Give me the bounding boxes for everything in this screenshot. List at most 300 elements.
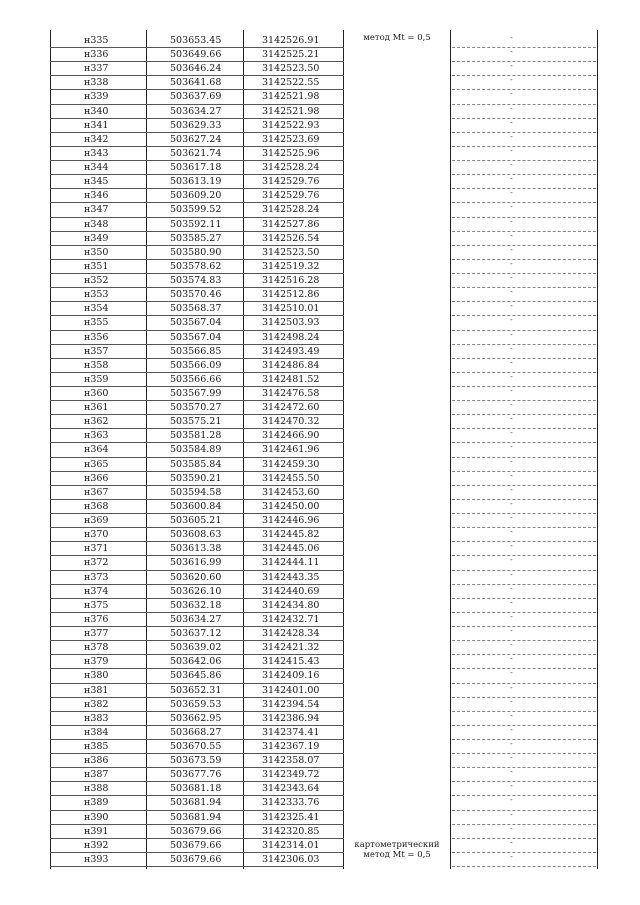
coord-x: 503608.63	[170, 529, 222, 541]
coord-y: 3142386.94	[262, 712, 320, 724]
row-divider-dashed	[452, 372, 596, 373]
accuracy-dash: -	[510, 145, 513, 155]
coord-y: 3142434.80	[262, 599, 320, 611]
row-divider-dashed	[452, 795, 596, 796]
point-id: н360	[84, 388, 109, 399]
coord-x: 503575.21	[170, 416, 222, 428]
coord-y: 3142525.96	[262, 147, 320, 159]
accuracy-dash: -	[510, 555, 513, 565]
accuracy-dash: -	[510, 710, 513, 720]
coord-y: 3142522.93	[262, 119, 320, 131]
coord-x: 503609.20	[170, 190, 222, 202]
accuracy-dash: -	[510, 654, 513, 664]
coord-x: 503594.58	[170, 486, 222, 498]
coord-y: 3142525.21	[262, 49, 320, 61]
coord-x: 503668.27	[170, 726, 222, 738]
coord-y: 3142459.30	[262, 458, 320, 470]
method-note-top: метод Mt = 0,5	[363, 33, 431, 43]
accuracy-dash: -	[510, 696, 513, 706]
point-id: н336	[84, 49, 109, 61]
point-id: н349	[84, 232, 109, 244]
row-divider-dashed	[452, 442, 596, 443]
coord-y: 3142516.28	[262, 275, 320, 287]
accuracy-dash: -	[510, 513, 513, 523]
coord-y: 3142325.41	[262, 811, 320, 823]
coord-x: 503679.66	[170, 839, 222, 851]
point-id: н374	[84, 585, 109, 597]
row-divider-dashed	[452, 499, 596, 500]
row-divider-dashed	[452, 400, 596, 401]
accuracy-dash: -	[510, 767, 513, 777]
row-divider-dashed	[452, 146, 596, 147]
accuracy-dash: -	[510, 795, 513, 805]
coord-x: 503634.27	[170, 105, 222, 117]
coord-y: 3142503.93	[262, 317, 320, 329]
coord-y: 3142314.01	[262, 839, 320, 851]
coord-y: 3142512.86	[262, 289, 320, 301]
coord-x: 503627.24	[170, 133, 222, 145]
coord-y: 3142349.72	[262, 769, 320, 781]
row-divider-dashed	[452, 414, 596, 415]
row-divider-dashed	[452, 160, 596, 161]
point-id: н378	[84, 642, 109, 654]
point-id: н363	[84, 430, 109, 442]
point-id: н354	[84, 303, 109, 315]
coord-x: 503616.99	[170, 557, 222, 569]
point-id: н385	[84, 741, 109, 752]
row-divider-dashed	[452, 838, 596, 839]
accuracy-dash: -	[510, 739, 513, 748]
coord-x: 503580.90	[170, 246, 222, 258]
accuracy-dash: -	[510, 456, 513, 466]
point-id: н337	[84, 63, 109, 75]
coord-y: 3142466.90	[262, 430, 320, 442]
point-id: н359	[84, 373, 109, 385]
coord-x: 503626.10	[170, 585, 222, 597]
coord-x: 503670.55	[170, 741, 222, 752]
accuracy-dash: -	[510, 781, 513, 791]
accuracy-dash: -	[510, 414, 513, 424]
column-divider	[597, 30, 598, 869]
coord-x: 503570.46	[170, 289, 222, 301]
coord-x: 503621.74	[170, 147, 222, 159]
coord-x: 503637.69	[170, 91, 222, 103]
row-divider-dashed	[452, 358, 596, 359]
coord-y: 3142450.00	[262, 500, 320, 512]
point-id: н373	[84, 571, 109, 583]
point-id: н347	[84, 204, 109, 216]
coord-y: 3142521.98	[262, 91, 320, 103]
point-id: н364	[84, 444, 109, 456]
coord-y: 3142445.06	[262, 543, 320, 555]
point-id: н370	[84, 529, 109, 541]
coord-x: 503567.04	[170, 317, 222, 329]
point-id: н380	[84, 670, 109, 682]
point-id: н358	[84, 359, 109, 371]
point-id: н357	[84, 345, 109, 357]
row-divider-dashed	[452, 132, 596, 133]
point-id: н381	[84, 684, 109, 696]
coord-y: 3142444.11	[262, 557, 320, 569]
coord-x: 503566.85	[170, 345, 222, 357]
coord-x: 503641.68	[170, 77, 222, 89]
point-id: н372	[84, 557, 109, 569]
point-id: н365	[84, 458, 109, 470]
accuracy-dash: -	[510, 837, 513, 847]
coord-y: 3142523.50	[262, 246, 320, 258]
accuracy-dash: -	[510, 258, 513, 268]
accuracy-dash: -	[510, 61, 513, 71]
row-divider-dashed	[452, 118, 596, 119]
point-id: н353	[84, 289, 109, 301]
coord-x: 503653.45	[170, 35, 222, 46]
coord-y: 3142394.54	[262, 698, 320, 710]
coord-x: 503634.27	[170, 613, 222, 625]
coord-y: 3142358.07	[262, 755, 320, 767]
accuracy-dash: -	[510, 230, 513, 240]
row-divider-dashed	[452, 61, 596, 62]
point-id: н369	[84, 515, 109, 527]
row-divider-dashed	[452, 287, 596, 288]
coord-y: 3142493.49	[262, 345, 320, 357]
accuracy-dash: -	[510, 724, 513, 734]
point-id: н344	[84, 162, 109, 174]
point-id: н348	[84, 218, 109, 230]
coord-x: 503592.11	[170, 218, 222, 230]
coord-x: 503681.94	[170, 797, 222, 809]
column-divider	[343, 30, 344, 869]
row-divider-dashed	[452, 852, 596, 853]
point-id: н339	[84, 91, 109, 103]
row-divider-dashed	[452, 711, 596, 712]
coord-x: 503659.53	[170, 698, 222, 710]
row-divider-dashed	[452, 810, 596, 811]
coord-y: 3142498.24	[262, 331, 320, 343]
coord-y: 3142446.96	[262, 515, 320, 527]
point-id: н366	[84, 472, 109, 484]
coord-x: 503578.62	[170, 260, 222, 272]
coord-y: 3142481.52	[262, 373, 320, 385]
accuracy-dash: -	[510, 89, 513, 99]
row-divider-dashed	[452, 75, 596, 76]
coord-x: 503620.60	[170, 571, 222, 583]
coord-y: 3142432.71	[262, 613, 320, 625]
row-divider-dashed	[452, 767, 596, 768]
accuracy-dash: -	[510, 668, 513, 678]
accuracy-dash: -	[510, 117, 513, 127]
accuracy-dash: -	[510, 640, 513, 650]
point-id: н376	[84, 613, 109, 625]
coord-y: 3142529.76	[262, 176, 320, 188]
row-divider-dashed	[452, 386, 596, 387]
coord-x: 503652.31	[170, 684, 222, 696]
row-divider-dashed	[452, 217, 596, 218]
row-divider-dashed	[452, 315, 596, 316]
point-id: н345	[84, 176, 109, 188]
coord-x: 503642.06	[170, 656, 222, 668]
row-divider-dashed	[452, 104, 596, 105]
coord-x: 503681.18	[170, 783, 222, 795]
method-note-bottom-line1: картометрический	[354, 840, 440, 850]
point-id: н388	[84, 783, 109, 795]
coord-y: 3142440.69	[262, 585, 320, 597]
row-divider-dashed	[452, 612, 596, 613]
coord-x: 503566.09	[170, 359, 222, 371]
coord-y: 3142367.19	[262, 741, 320, 752]
coord-y: 3142470.32	[262, 416, 320, 428]
coord-y: 3142486.84	[262, 359, 320, 371]
accuracy-dash: -	[510, 541, 513, 551]
accuracy-dash: -	[510, 33, 513, 42]
row-divider-dashed	[452, 47, 596, 48]
coord-y: 3142320.85	[262, 825, 320, 837]
row-divider-dashed	[452, 555, 596, 556]
row-divider-dashed	[452, 824, 596, 825]
accuracy-dash: -	[510, 527, 513, 537]
point-id: н371	[84, 543, 109, 555]
point-id: н346	[84, 190, 109, 202]
coord-y: 3142522.55	[262, 77, 320, 89]
point-id: н362	[84, 416, 109, 428]
accuracy-dash: -	[510, 611, 513, 621]
accuracy-dash: -	[510, 329, 513, 339]
coord-y: 3142523.69	[262, 133, 320, 145]
row-divider-dashed	[452, 188, 596, 189]
row-divider-dashed	[452, 866, 596, 867]
accuracy-dash: -	[510, 498, 513, 508]
accuracy-dash: -	[510, 484, 513, 494]
coord-x: 503605.21	[170, 515, 222, 527]
accuracy-dash: -	[510, 626, 513, 636]
accuracy-dash: -	[510, 188, 513, 198]
coord-x: 503613.19	[170, 176, 222, 188]
accuracy-dash: -	[510, 371, 513, 381]
accuracy-dash: -	[510, 160, 513, 170]
row-divider-dashed	[452, 428, 596, 429]
row-divider-dashed	[452, 457, 596, 458]
point-id: н393	[84, 853, 109, 865]
coord-x: 503681.94	[170, 811, 222, 823]
accuracy-dash: -	[510, 597, 513, 607]
coord-x: 503649.66	[170, 49, 222, 61]
point-id: н335	[84, 35, 109, 46]
row-divider-dashed	[452, 753, 596, 754]
accuracy-dash: -	[510, 216, 513, 226]
point-id: н355	[84, 317, 109, 329]
coord-y: 3142521.98	[262, 105, 320, 117]
row-divider-dashed	[452, 683, 596, 684]
accuracy-dash: -	[510, 174, 513, 184]
coord-y: 3142421.32	[262, 642, 320, 654]
coord-x: 503570.27	[170, 402, 222, 414]
coord-x: 503600.84	[170, 500, 222, 512]
coord-x: 503567.04	[170, 331, 222, 343]
coord-y: 3142415.43	[262, 656, 320, 668]
row-divider-dashed	[452, 273, 596, 274]
coord-x: 503679.66	[170, 853, 222, 865]
accuracy-dash: -	[510, 809, 513, 819]
point-id: н367	[84, 486, 109, 498]
coord-y: 3142306.03	[262, 853, 320, 865]
accuracy-dash: -	[510, 131, 513, 141]
accuracy-dash: -	[510, 75, 513, 85]
accuracy-dash: -	[510, 823, 513, 833]
coord-y: 3142333.76	[262, 797, 320, 809]
row-divider-dashed	[452, 485, 596, 486]
accuracy-dash: -	[510, 428, 513, 438]
accuracy-dash: -	[510, 851, 513, 861]
row-divider-dashed	[452, 725, 596, 726]
coord-x: 503613.38	[170, 543, 222, 555]
point-id: н338	[84, 77, 109, 89]
accuracy-dash: -	[510, 583, 513, 593]
coord-x: 503646.24	[170, 63, 222, 75]
row-divider-dashed	[452, 471, 596, 472]
point-id: н350	[84, 246, 109, 258]
method-note-bottom	[345, 840, 449, 860]
accuracy-dash: -	[510, 386, 513, 395]
coord-y: 3142453.60	[262, 486, 320, 498]
coord-y: 3142374.41	[262, 726, 320, 738]
point-id: н343	[84, 147, 109, 159]
row-divider-dashed	[452, 570, 596, 571]
row-divider-dashed	[452, 245, 596, 246]
coord-y: 3142529.76	[262, 190, 320, 202]
accuracy-dash: -	[510, 301, 513, 311]
coord-x: 503574.83	[170, 275, 222, 287]
coord-x: 503673.59	[170, 755, 222, 767]
accuracy-dash: -	[510, 273, 513, 283]
row-divider-dashed	[452, 527, 596, 528]
coord-y: 3142343.64	[262, 783, 320, 795]
row-divider-dashed	[452, 739, 596, 740]
coord-x: 503632.18	[170, 599, 222, 611]
accuracy-dash: -	[510, 569, 513, 579]
point-id: н342	[84, 133, 109, 145]
accuracy-dash: -	[510, 244, 513, 254]
coord-y: 3142443.35	[262, 571, 320, 583]
point-id: н351	[84, 260, 109, 272]
coord-x: 503566.66	[170, 373, 222, 385]
coord-y: 3142526.54	[262, 232, 320, 244]
coord-y: 3142409.16	[262, 670, 320, 682]
coord-y: 3142472.60	[262, 402, 320, 414]
coord-x: 503567.99	[170, 388, 222, 399]
point-id: н356	[84, 331, 109, 343]
coord-x: 503639.02	[170, 642, 222, 654]
row-divider-dashed	[452, 344, 596, 345]
row-divider-dashed	[452, 781, 596, 782]
accuracy-dash: -	[510, 442, 513, 452]
row-divider-dashed	[452, 640, 596, 641]
row-divider-dashed	[452, 668, 596, 669]
coord-x: 503662.95	[170, 712, 222, 724]
row-divider-dashed	[452, 202, 596, 203]
accuracy-dash: -	[510, 470, 513, 480]
coord-x: 503581.28	[170, 430, 222, 442]
point-id: н341	[84, 119, 109, 131]
row-divider	[50, 866, 344, 867]
coord-x: 503629.33	[170, 119, 222, 131]
point-id: н382	[84, 698, 109, 710]
coord-x: 503590.21	[170, 472, 222, 484]
accuracy-dash: -	[510, 47, 513, 57]
point-id: н389	[84, 797, 109, 809]
point-id: н352	[84, 275, 109, 287]
coord-y: 3142526.91	[262, 35, 320, 46]
point-id: н379	[84, 656, 109, 668]
accuracy-dash: -	[510, 202, 513, 212]
row-divider-dashed	[452, 541, 596, 542]
accuracy-dash: -	[510, 682, 513, 692]
point-id: н390	[84, 811, 109, 823]
row-divider-dashed	[452, 330, 596, 331]
coord-y: 3142510.01	[262, 303, 320, 315]
row-divider-dashed	[452, 598, 596, 599]
point-id: н377	[84, 628, 109, 640]
coord-y: 3142523.50	[262, 63, 320, 75]
accuracy-dash: -	[510, 343, 513, 353]
column-divider	[146, 30, 147, 869]
coord-x: 503637.12	[170, 628, 222, 640]
coord-y: 3142527.86	[262, 218, 320, 230]
accuracy-dash: -	[510, 753, 513, 763]
row-divider-dashed	[452, 626, 596, 627]
row-divider-dashed	[452, 301, 596, 302]
row-divider-dashed	[452, 697, 596, 698]
coord-x: 503679.66	[170, 825, 222, 837]
column-divider	[450, 30, 451, 869]
coord-x: 503645.86	[170, 670, 222, 682]
point-id: н340	[84, 105, 109, 117]
coord-y: 3142445.82	[262, 529, 320, 541]
accuracy-dash: -	[510, 103, 513, 113]
row-divider-dashed	[452, 654, 596, 655]
coord-y: 3142528.24	[262, 162, 320, 174]
row-divider-dashed	[452, 584, 596, 585]
coord-x: 503617.18	[170, 162, 222, 174]
point-id: н384	[84, 726, 109, 738]
point-id: н391	[84, 825, 109, 837]
point-id: н392	[84, 839, 109, 851]
point-id: н375	[84, 599, 109, 611]
coord-x: 503599.52	[170, 204, 222, 216]
row-divider-dashed	[452, 89, 596, 90]
coord-x: 503568.37	[170, 303, 222, 315]
column-divider	[50, 30, 51, 869]
coord-y: 3142528.24	[262, 204, 320, 216]
accuracy-dash: -	[510, 315, 513, 325]
coord-x: 503584.89	[170, 444, 222, 456]
row-divider-dashed	[452, 174, 596, 175]
coord-y: 3142476.58	[262, 388, 320, 399]
coord-y: 3142401.00	[262, 684, 320, 696]
coord-y: 3142428.34	[262, 628, 320, 640]
coord-x: 503585.27	[170, 232, 222, 244]
row-divider-dashed	[452, 513, 596, 514]
coord-x: 503677.76	[170, 769, 222, 781]
accuracy-dash: -	[510, 357, 513, 367]
point-id: н368	[84, 500, 109, 512]
row-divider-dashed	[452, 231, 596, 232]
coord-y: 3142455.50	[262, 472, 320, 484]
coord-y: 3142461.96	[262, 444, 320, 456]
point-id: н386	[84, 755, 109, 767]
accuracy-dash: -	[510, 287, 513, 297]
coord-y: 3142519.32	[262, 260, 320, 272]
row-divider-dashed	[452, 259, 596, 260]
point-id: н383	[84, 712, 109, 724]
